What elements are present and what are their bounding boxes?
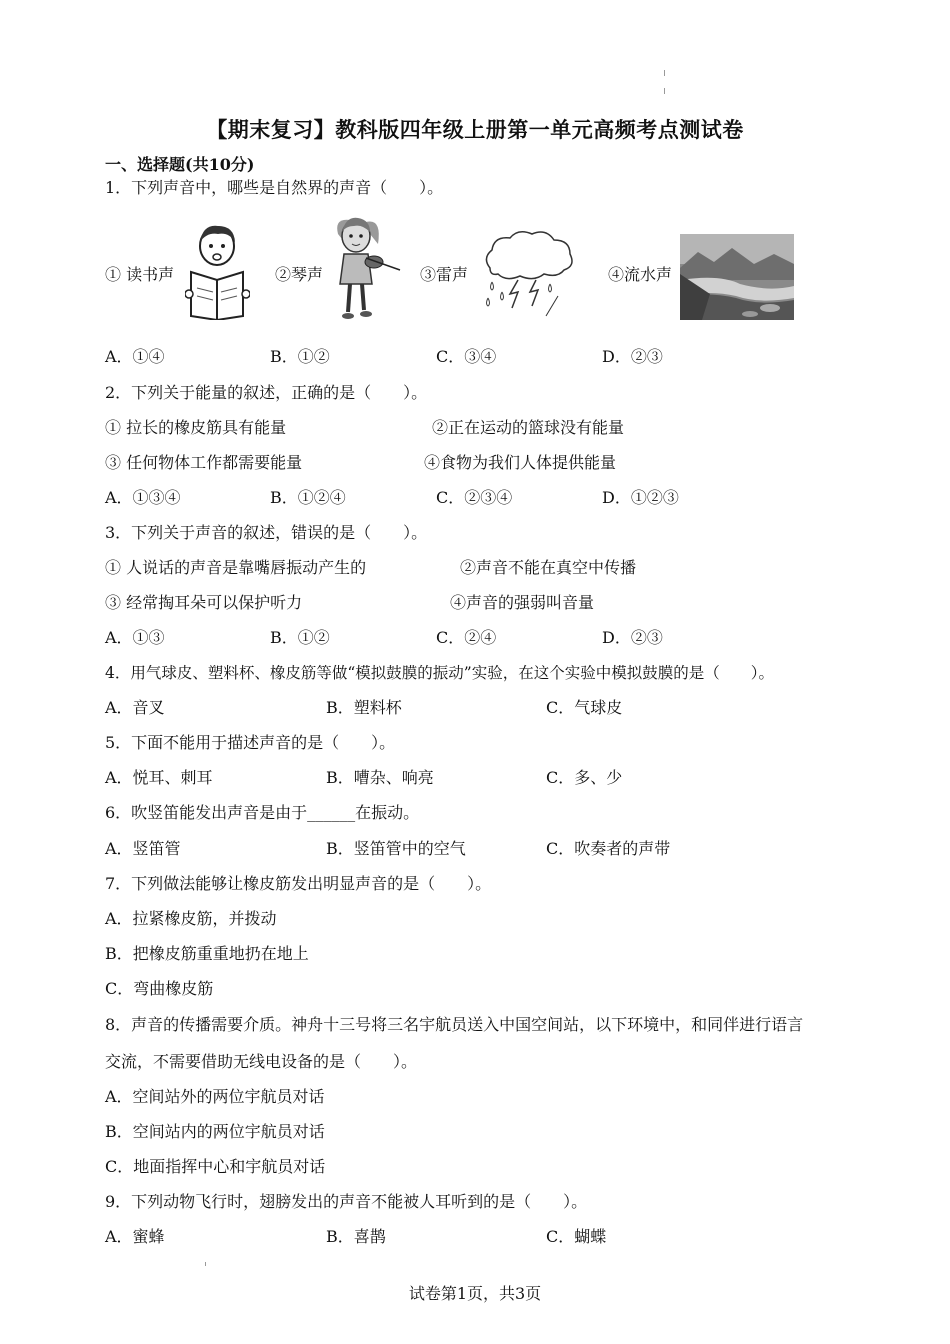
q3-option-d[interactable]: D．②③ <box>602 628 663 647</box>
q5-option-c[interactable]: C．多、少 <box>546 768 623 787</box>
q1-option-c[interactable]: C．③④ <box>436 347 497 366</box>
q4-option-c[interactable]: C．气球皮 <box>546 698 623 717</box>
q9-option-c[interactable]: C．蝴蝶 <box>546 1227 607 1246</box>
q2-option-b[interactable]: B．①②④ <box>270 488 346 507</box>
q1-option-b[interactable]: B．①② <box>270 347 330 366</box>
q5-option-b[interactable]: B．嘈杂、响亮 <box>326 768 434 787</box>
scan-mark <box>205 1262 206 1266</box>
q3-statement-1: ① 人说话的声音是靠嘴唇振动产生的 <box>105 558 367 577</box>
q4-option-a[interactable]: A．音叉 <box>105 698 165 717</box>
q6-option-b[interactable]: B．竖笛管中的空气 <box>326 839 466 858</box>
q1-label-2: ②琴声 <box>275 265 324 284</box>
q9-option-a[interactable]: A．蜜蜂 <box>105 1227 165 1246</box>
q3-option-a[interactable]: A．①③ <box>105 628 165 647</box>
q2-statement-4: ④食物为我们人体提供能量 <box>424 453 617 472</box>
page-footer: 试卷第1页，共3页 <box>408 1284 542 1303</box>
q8-option-a[interactable]: A．空间站外的两位宇航员对话 <box>105 1087 325 1106</box>
q2-statement-2: ②正在运动的篮球没有能量 <box>432 418 625 437</box>
q3-statement-4: ④声音的强弱叫音量 <box>450 593 595 612</box>
q8-option-c[interactable]: C．地面指挥中心和宇航员对话 <box>105 1157 326 1176</box>
q1-label-1: ① 读书声 <box>105 265 175 284</box>
river-landscape-icon <box>680 234 794 320</box>
scan-mark <box>664 70 665 76</box>
q6-option-a[interactable]: A．竖笛管 <box>105 839 181 858</box>
question-1-stem: 1．下列声音中，哪些是自然界的声音（ ）。 <box>105 178 444 197</box>
q2-option-d[interactable]: D．①②③ <box>602 488 679 507</box>
q2-option-c[interactable]: C．②③④ <box>436 488 513 507</box>
page-title: 【期末复习】教科版四年级上册第一单元高频考点测试卷 <box>206 117 744 142</box>
q8-option-b[interactable]: B．空间站内的两位宇航员对话 <box>105 1122 325 1141</box>
q7-option-b[interactable]: B．把橡皮筋重重地扔在地上 <box>105 944 309 963</box>
question-7-stem: 7．下列做法能够让橡皮筋发出明显声音的是（ ）。 <box>105 874 492 893</box>
q5-option-a[interactable]: A．悦耳、刺耳 <box>105 768 213 787</box>
q1-label-4: ④流水声 <box>608 265 673 284</box>
thunder-cloud-icon <box>480 228 576 322</box>
q7-option-a[interactable]: A．拉紧橡皮筋，并拨动 <box>105 909 277 928</box>
q3-statement-2: ②声音不能在真空中传播 <box>460 558 637 577</box>
question-2-stem: 2．下列关于能量的叙述，正确的是（ ）。 <box>105 383 428 402</box>
question-5-stem: 5．下面不能用于描述声音的是（ ）。 <box>105 733 396 752</box>
q7-option-c[interactable]: C．弯曲橡皮筋 <box>105 979 214 998</box>
question-9-stem: 9．下列动物飞行时，翅膀发出的声音不能被人耳听到的是（ ）。 <box>105 1192 588 1211</box>
question-4-stem: 4．用气球皮、塑料杯、橡皮筋等做“模拟鼓膜的振动”实验，在这个实验中模拟鼓膜的是（ ）。 <box>105 664 774 682</box>
reading-child-icon <box>185 222 250 320</box>
q1-option-d[interactable]: D．②③ <box>602 347 663 366</box>
q6-option-c[interactable]: C．吹奏者的声带 <box>546 839 671 858</box>
question-8-stem-line-2: 交流，不需要借助无线电设备的是（ ）。 <box>105 1052 418 1071</box>
q3-statement-3: ③ 经常掏耳朵可以保护听力 <box>105 593 303 612</box>
violin-girl-icon <box>330 214 402 320</box>
q4-option-b[interactable]: B．塑料杯 <box>326 698 402 717</box>
question-3-stem: 3．下列关于声音的叙述，错误的是（ ）。 <box>105 523 428 542</box>
q2-statement-3: ③ 任何物体工作都需要能量 <box>105 453 303 472</box>
q3-option-b[interactable]: B．①② <box>270 628 330 647</box>
q1-option-a[interactable]: A．①④ <box>105 347 165 366</box>
q3-option-c[interactable]: C．②④ <box>436 628 497 647</box>
question-8-stem-line-1: 8．声音的传播需要介质。神舟十三号将三名宇航员送入中国空间站，以下环境中，和同伴进行语言 <box>105 1015 804 1034</box>
q2-option-a[interactable]: A．①③④ <box>105 488 181 507</box>
section-heading: 一、选择题(共10分) <box>105 155 255 174</box>
question-6-stem: 6．吹竖笛能发出声音是由于______在振动。 <box>105 803 420 822</box>
q1-label-3: ③雷声 <box>420 265 469 284</box>
scan-mark <box>664 88 665 94</box>
q2-statement-1: ① 拉长的橡皮筋具有能量 <box>105 418 287 437</box>
q9-option-b[interactable]: B．喜鹊 <box>326 1227 386 1246</box>
